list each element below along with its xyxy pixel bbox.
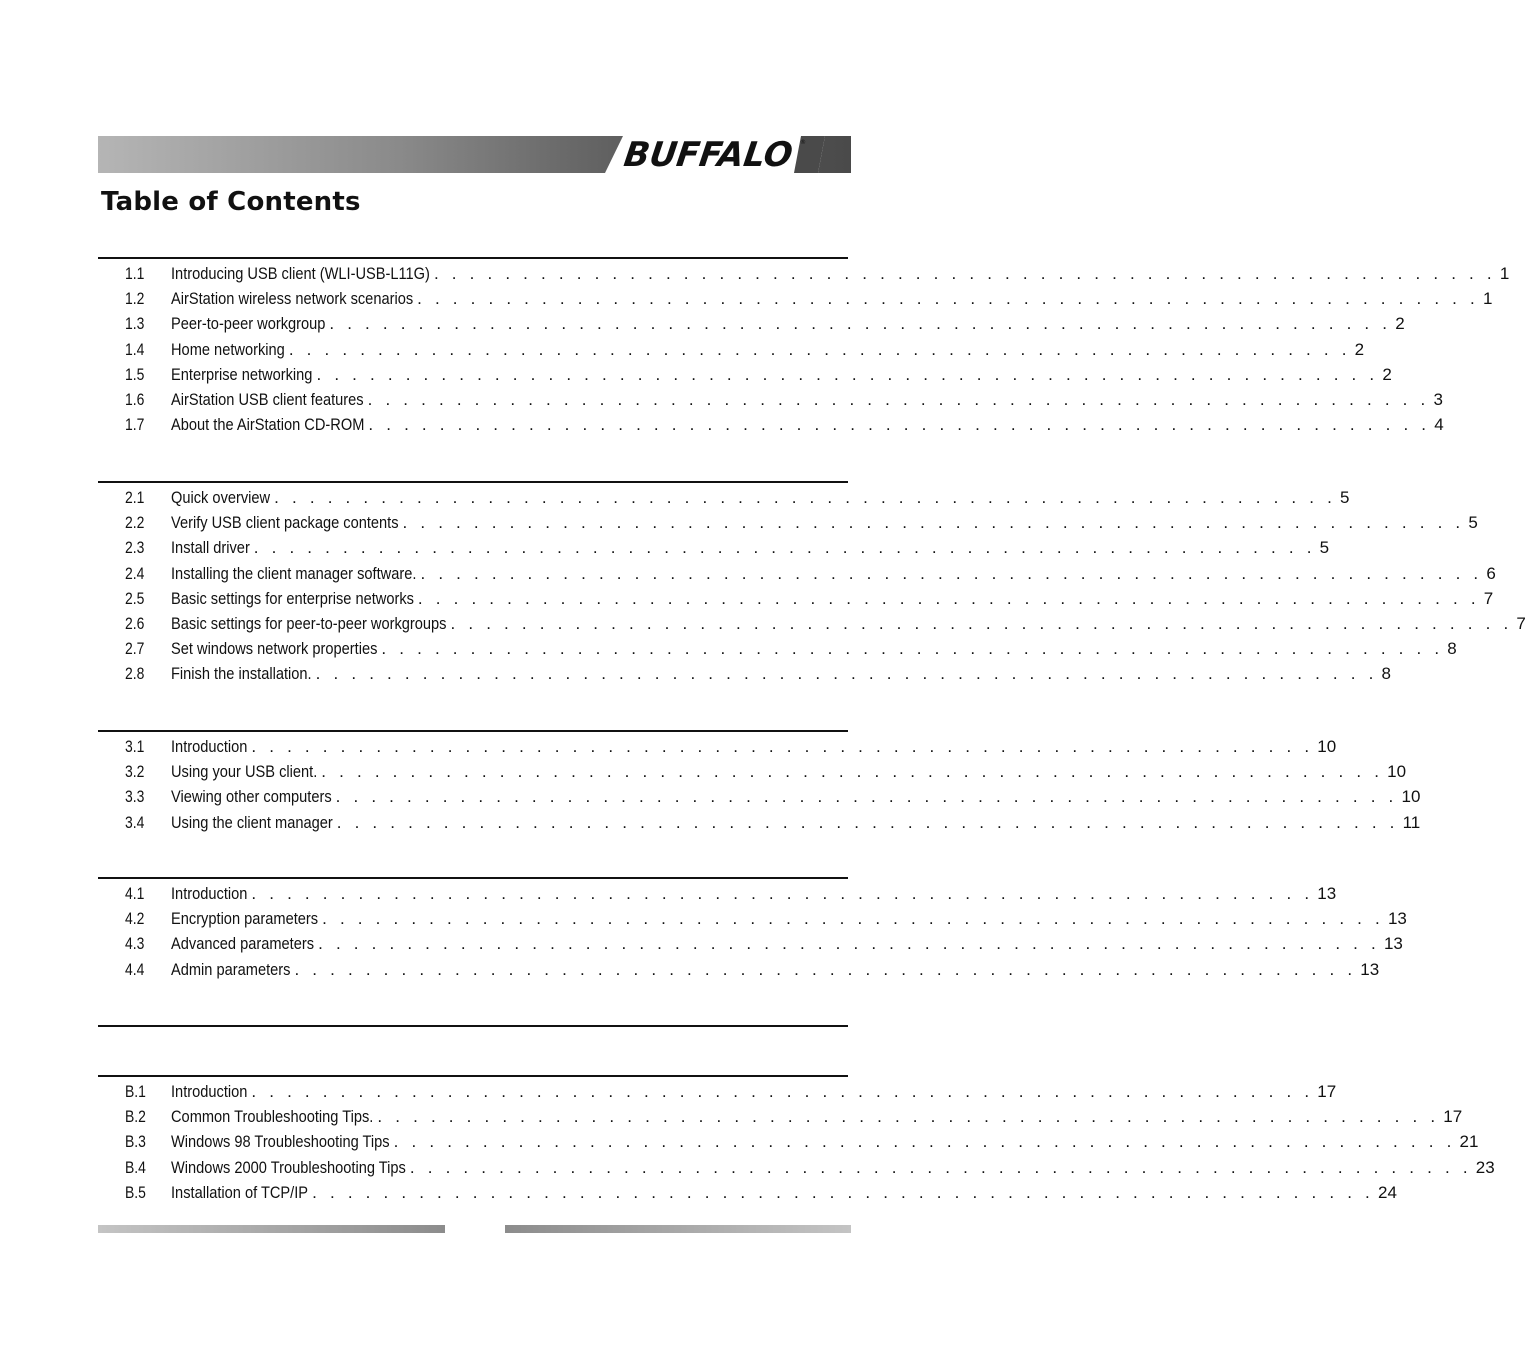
toc-entry-page: 10 xyxy=(1317,737,1337,756)
toc-entry-page: 17 xyxy=(1443,1107,1463,1127)
toc-leader-dots: . . . . . . . . . . . . . . . . . . . . . . . . . . . . . . . . . . . . . . . . . . . . . . . . . . . . . . . . . . . . xyxy=(322,909,1384,929)
toc-leader-dots: . . . . . . . . . . . . . . . . . . . . . . . . . . . . . . . . . . . . . . . . . . . . . . . . . . . . . . . . . . . . xyxy=(288,339,1351,359)
toc-leader-dots: . . . . . . . . . . . . . . . . . . . . . . . . . . . . . . . . . . . . . . . . . . . . . . . . . . . . . . . . . . . . xyxy=(450,613,1513,633)
toc-entry[interactable] xyxy=(98,1129,1479,1154)
toc-section-appendix-b xyxy=(98,1075,1495,1205)
toc-entry-number: B.5 xyxy=(125,1182,146,1202)
toc-entry-number: 2.7 xyxy=(125,639,145,659)
toc-entry-page: 2 xyxy=(1354,339,1365,359)
toc-leader-dots: . . . . . . . . . . . . . . . . . . . . . . . . . . . . . . . . . . . . . . . . . . . . . . . . . . . . . . . . . . . . xyxy=(321,762,1384,782)
toc-entry-number: B.3 xyxy=(125,1132,146,1152)
toc-entry-number: 3.2 xyxy=(125,762,145,782)
section-rule xyxy=(98,877,848,879)
toc-entry-number: 4.4 xyxy=(125,959,145,979)
toc-entry-page: 13 xyxy=(1360,959,1380,979)
toc-entry[interactable] xyxy=(98,387,1443,412)
toc-entry-title: Windows 2000 Troubleshooting Tips xyxy=(171,1157,406,1177)
buffalo-logo xyxy=(605,136,825,173)
toc-entry-number: 3.3 xyxy=(125,787,145,807)
toc-entry-number: B.2 xyxy=(125,1107,146,1127)
toc-entry[interactable] xyxy=(98,759,1407,784)
toc-leader-dots: . . . . . . . . . . . . . . . . . . . . . . . . . . . . . . . . . . . . . . . . . . . . . . . . . . . . . . . . . . . . xyxy=(393,1132,1456,1152)
svg-text:®: ® xyxy=(800,139,806,146)
toc-leader-dots: . . . . . . . . . . . . . . . . . . . . . . . . . . . . . . . . . . . . . . . . . . . . . . . . . . . . . . . . . . . . xyxy=(368,415,1431,435)
toc-entry-title: Home networking xyxy=(171,339,285,359)
toc-entry[interactable] xyxy=(98,535,1330,560)
toc-section-3 xyxy=(98,730,1421,835)
toc-entry[interactable] xyxy=(98,261,1510,286)
toc-entry[interactable] xyxy=(98,784,1421,809)
toc-leader-dots: . . . . . . . . . . . . . . . . . . . . . . . . . . . . . . . . . . . . . . . . . . . . . . . . . . . . . . . . . . . . xyxy=(409,1157,1472,1177)
toc-entry-page: 7 xyxy=(1483,588,1494,608)
toc-entry[interactable] xyxy=(98,362,1392,387)
toc-entry-title: Peer-to-peer workgroup xyxy=(171,314,326,334)
toc-entry-page: 13 xyxy=(1317,884,1337,903)
toc-leader-dots: . . . . . . . . . . . . . . . . . . . . . . . . . . . . . . . . . . . . . . . . . . . . . . . . . . . . . . . . . . . . xyxy=(377,1107,1440,1127)
toc-entry-number: 1.3 xyxy=(125,314,145,334)
toc-entry-title: Viewing other computers xyxy=(171,787,332,807)
toc-leader-dots: . . . . . . . . . . . . . . . . . . . . . . . . . . . . . . . . . . . . . . . . . . . . . . . . . . . . . . . . . . . . xyxy=(329,314,1392,334)
toc-leader-dots: . . . . . . . . . . . . . . . . . . . . . . . . . . . . . . . . . . . . . . . . . . . . . . . . . . . . . . . . . . . . xyxy=(402,513,1465,533)
toc-leader-dots: . . . . . . . . . . . . . . . . . . . . . . . . . . . . . . . . . . . . . . . . . . . . . . . . . . . . . . . . . . . . xyxy=(312,1182,1374,1202)
toc-entry-number: 1.4 xyxy=(125,339,145,359)
section-rule xyxy=(98,257,848,259)
toc-entry-title: Introduction xyxy=(171,884,248,903)
logo-text: BUFFALO xyxy=(621,135,799,175)
toc-entry[interactable] xyxy=(98,1104,1463,1129)
toc-entry[interactable] xyxy=(98,661,1391,686)
toc-entry-title: Using the client manager xyxy=(171,812,333,832)
toc-entry-page: 10 xyxy=(1387,762,1407,782)
toc-entry-page: 8 xyxy=(1381,664,1391,684)
toc-leader-dots: . . . . . . . . . . . . . . . . . . . . . . . . . . . . . . . . . . . . . . . . . . . . . . . . . . . . . . . . . . . . xyxy=(335,787,1398,807)
toc-entry-title: Verify USB client package contents xyxy=(171,513,399,533)
toc-entry-number: 4.1 xyxy=(125,884,145,903)
toc-entry-number: 2.5 xyxy=(125,588,145,608)
toc-entry-page: 5 xyxy=(1468,513,1478,533)
toc-entry-number: 3.1 xyxy=(125,737,145,756)
toc-entry-number: 2.6 xyxy=(125,613,145,633)
toc-entry[interactable] xyxy=(98,561,1496,586)
toc-entry-number: 1.5 xyxy=(125,364,145,384)
toc-leader-dots: . . . . . . . . . . . . . . . . . . . . . . . . . . . . . . . . . . . . . . . . . . . . . . . . . . . . . . . . . . . . xyxy=(381,639,1444,659)
toc-section-1 xyxy=(98,257,1510,437)
toc-leader-dots: . . . . . . . . . . . . . . . . . . . . . . . . . . . . . . . . . . . . . . . . . . . . . . . . . . . . . . . . . . . . xyxy=(251,1082,1314,1101)
toc-entry-page: 3 xyxy=(1433,389,1443,409)
toc-entry-title: Enterprise networking xyxy=(171,364,313,384)
toc-entry-number: 1.1 xyxy=(125,264,145,283)
toc-entry-number: 1.7 xyxy=(125,415,145,435)
toc-entry[interactable] xyxy=(98,485,1350,510)
toc-entry[interactable] xyxy=(98,906,1407,931)
toc-entry[interactable] xyxy=(98,957,1380,982)
toc-entry-number: 1.2 xyxy=(125,289,145,309)
toc-leader-dots: . . . . . . . . . . . . . . . . . . . . . . . . . . . . . . . . . . . . . . . . . . . . . . . . . . . . . . . . . . . . xyxy=(433,264,1496,283)
toc-entry-number: 4.3 xyxy=(125,934,145,954)
toc-entry[interactable] xyxy=(98,286,1493,311)
toc-entry[interactable] xyxy=(98,734,1337,759)
toc-entry[interactable] xyxy=(98,611,1526,636)
toc-leader-dots: . . . . . . . . . . . . . . . . . . . . . . . . . . . . . . . . . . . . . . . . . . . . . . . . . . . . . . . . . . . . xyxy=(253,538,1316,558)
toc-entry-number: 2.8 xyxy=(125,664,145,684)
toc-entry-page: 1 xyxy=(1499,264,1510,283)
footer-bar-left xyxy=(98,1225,445,1233)
toc-section-2 xyxy=(98,481,1526,687)
toc-entry-page: 7 xyxy=(1516,613,1526,633)
section-rule xyxy=(98,730,848,732)
toc-entry[interactable] xyxy=(98,810,1421,835)
section-rule xyxy=(98,1075,848,1077)
toc-entry-page: 21 xyxy=(1459,1132,1479,1152)
toc-entry[interactable] xyxy=(98,881,1337,906)
toc-entry-page: 1 xyxy=(1482,289,1493,309)
toc-entry[interactable] xyxy=(98,1180,1397,1205)
toc-entry-title: Introducing USB client (WLI-USB-L11G) xyxy=(171,264,430,283)
footer-bar-right xyxy=(505,1225,851,1233)
section-rule xyxy=(98,481,848,483)
toc-entry[interactable] xyxy=(98,931,1403,956)
toc-entry-number: B.4 xyxy=(125,1157,146,1177)
toc-entry-page: 17 xyxy=(1317,1082,1337,1101)
toc-entry-number: B.1 xyxy=(125,1082,146,1101)
toc-entry-title: Common Troubleshooting Tips. xyxy=(171,1107,374,1127)
toc-entry-title: Advanced parameters xyxy=(171,934,315,954)
toc-entry-number: 2.2 xyxy=(125,513,145,533)
toc-entry[interactable] xyxy=(98,586,1494,611)
toc-entry-number: 2.3 xyxy=(125,538,145,558)
toc-entry-page: 5 xyxy=(1340,488,1350,507)
toc-entry-page: 4 xyxy=(1434,415,1444,435)
toc-entry-page: 2 xyxy=(1382,364,1392,384)
toc-entry[interactable] xyxy=(98,636,1457,661)
toc-entry-page: 23 xyxy=(1475,1157,1495,1177)
toc-leader-dots: . . . . . . . . . . . . . . . . . . . . . . . . . . . . . . . . . . . . . . . . . . . . . . . . . . . . . . . . . . . . xyxy=(367,389,1430,409)
toc-entry-number: 2.1 xyxy=(125,488,145,507)
toc-leader-dots: . . . . . . . . . . . . . . . . . . . . . . . . . . . . . . . . . . . . . . . . . . . . . . . . . . . . . . . . . . . . xyxy=(251,884,1314,903)
toc-leader-dots: . . . . . . . . . . . . . . . . . . . . . . . . . . . . . . . . . . . . . . . . . . . . . . . . . . . . . . . . . . . . xyxy=(315,664,1378,684)
toc-section-4 xyxy=(98,877,1407,982)
toc-entry-number: 4.2 xyxy=(125,909,145,929)
toc-entry-page: 2 xyxy=(1395,314,1405,334)
toc-entry-title: Admin parameters xyxy=(171,959,291,979)
toc-entry-page: 10 xyxy=(1401,787,1421,807)
toc-leader-dots: . . . . . . . . . . . . . . . . . . . . . . . . . . . . . . . . . . . . . . . . . . . . . . . . . . . . . . . . . . . . xyxy=(274,488,1337,507)
toc-leader-dots: . . . . . . . . . . . . . . . . . . . . . . . . . . . . . . . . . . . . . . . . . . . . . . . . . . . . . . . . . . . . xyxy=(420,563,1483,583)
toc-entry-page: 24 xyxy=(1377,1182,1397,1202)
toc-leader-dots: . . . . . . . . . . . . . . . . . . . . . . . . . . . . . . . . . . . . . . . . . . . . . . . . . . . . . . . . . . . . xyxy=(251,737,1314,756)
toc-entry[interactable] xyxy=(98,510,1478,535)
toc-leader-dots: . . . . . . . . . . . . . . . . . . . . . . . . . . . . . . . . . . . . . . . . . . . . . . . . . . . . . . . . . . . . xyxy=(318,934,1380,954)
toc-entry[interactable] xyxy=(98,337,1365,362)
toc-entry-title: Finish the installation. xyxy=(171,664,312,684)
toc-entry[interactable] xyxy=(98,311,1405,336)
toc-leader-dots: . . . . . . . . . . . . . . . . . . . . . . . . . . . . . . . . . . . . . . . . . . . . . . . . . . . . . . . . . . . . xyxy=(294,959,1357,979)
page-title: Table of Contents xyxy=(101,187,361,217)
toc-entry-title: Windows 98 Troubleshooting Tips xyxy=(171,1132,390,1152)
toc-leader-dots: . . . . . . . . . . . . . . . . . . . . . . . . . . . . . . . . . . . . . . . . . . . . . . . . . . . . . . . . . . . . xyxy=(316,364,1379,384)
toc-entry[interactable] xyxy=(98,412,1444,437)
toc-entry-number: 1.6 xyxy=(125,389,145,409)
toc-entry-title: AirStation USB client features xyxy=(171,389,364,409)
toc-entry-title: Set windows network properties xyxy=(171,639,378,659)
toc-leader-dots: . . . . . . . . . . . . . . . . . . . . . . . . . . . . . . . . . . . . . . . . . . . . . . . . . . . . . . . . . . . . xyxy=(417,588,1480,608)
toc-entry-page: 13 xyxy=(1383,934,1403,954)
toc-leader-dots: . . . . . . . . . . . . . . . . . . . . . . . . . . . . . . . . . . . . . . . . . . . . . . . . . . . . . . . . . . . . xyxy=(417,289,1479,309)
toc-entry-number: 2.4 xyxy=(125,563,145,583)
toc-entry-title: Using your USB client. xyxy=(171,762,318,782)
toc-entry[interactable] xyxy=(98,1155,1495,1180)
toc-entry-page: 8 xyxy=(1447,639,1457,659)
toc-entry-title: Installation of TCP/IP xyxy=(171,1182,309,1202)
toc-entry-page: 6 xyxy=(1486,563,1496,583)
toc-entry-title: Introduction xyxy=(171,1082,248,1101)
toc-entry-page: 11 xyxy=(1402,812,1421,832)
toc-entry[interactable] xyxy=(98,1079,1337,1104)
toc-entry-page: 5 xyxy=(1319,538,1330,558)
toc-entry-title: Introduction xyxy=(171,737,248,756)
toc-entry-page: 13 xyxy=(1387,909,1407,929)
toc-entry-title: Install driver xyxy=(171,538,250,558)
section-divider xyxy=(98,1025,848,1027)
toc-entry-title: Basic settings for peer-to-peer workgroups xyxy=(171,613,447,633)
toc-entry-title: Encryption parameters xyxy=(171,909,319,929)
toc-entry-title: AirStation wireless network scenarios xyxy=(171,289,414,309)
toc-entry-title: Quick overview xyxy=(171,488,271,507)
toc-entry-title: Installing the client manager software. xyxy=(171,563,417,583)
toc-entry-title: Basic settings for enterprise networks xyxy=(171,588,414,608)
toc-leader-dots: . . . . . . . . . . . . . . . . . . . . . . . . . . . . . . . . . . . . . . . . . . . . . . . . . . . . . . . . . . . . xyxy=(336,812,1399,832)
toc-entry-number: 3.4 xyxy=(125,812,145,832)
toc-entry-title: About the AirStation CD-ROM xyxy=(171,415,365,435)
